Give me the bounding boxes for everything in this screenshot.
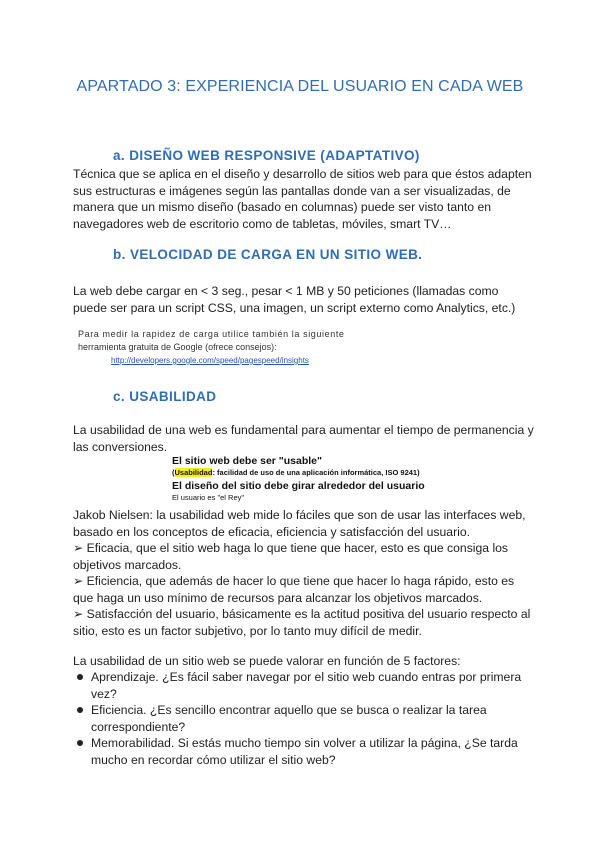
heading-load-speed: b. VELOCIDAD DE CARGA EN UN SITIO WEB.	[113, 247, 423, 262]
list-item: Eficiencia. ¿Es sencillo encontrar aquello que se busca o realizar la tarea correspondiente?	[73, 702, 535, 735]
usability-image-line1: El sitio web debe ser "usable"	[172, 455, 323, 467]
list-item: Memorabilidad. Si estás mucho tiempo sin volver a utilizar la página, ¿Se tarda mucho en recordar cómo utilizar el sitio web?	[73, 735, 535, 768]
usability-image-line4: El usuario es "el Rey"	[172, 493, 245, 502]
pagespeed-note-line1: Para medir la rapidez de carga utilice también la siguiente	[78, 329, 345, 339]
paragraph-eficiencia: ➢ Eficiencia, que además de hacer lo que tiene que hacer lo haga rápido, esto es que haga un uso mínimo de recursos para alcanzar los objetivos marcados.	[73, 574, 515, 605]
usability-image-line3: El diseño del sitio debe girar alrededor del usuario	[172, 480, 425, 492]
bullet-icon	[77, 740, 83, 746]
paragraph-load-speed: La web debe cargar en < 3 seg., pesar < 1 MB y 50 peticiones (llamadas como puede ser para un script CSS, una imagen, un script externo como Analytics, etc.)	[73, 284, 516, 315]
paragraph-usability-intro: La usabilidad de una web es fundamental para aumentar el tiempo de permanencia y las conversiones.	[73, 423, 534, 454]
bullet-icon	[77, 674, 83, 680]
heading-usability: c. USABILIDAD	[113, 389, 217, 404]
factors-list	[73, 669, 535, 769]
paragraph-responsive-design: Técnica que se aplica en el diseño y desarrollo de sitios web para que éstos adapten sus estructuras e imágenes según las pantallas donde van a ser visualizadas, de manera que un mismo diseño (basado en columnas) puede ser visto tanto en navegadores web de escritorio como de tabletas, móviles, smart TV…	[73, 167, 532, 231]
paragraph-nielsen: Jakob Nielsen: la usabilidad web mide lo fáciles que son de usar las interfaces web, basado en los conceptos de eficacia, eficiencia y satisfacción del usuario.	[73, 508, 526, 539]
paragraph-factors-intro: La usabilidad de un sitio web se puede valorar en función de 5 factores:	[73, 654, 461, 668]
list-item: Aprendizaje. ¿Es fácil saber navegar por el sitio web cuando entras por primera vez?	[73, 669, 535, 702]
heading-responsive-design: a. DISEÑO WEB RESPONSIVE (ADAPTATIVO)	[113, 148, 420, 163]
page-title: APARTADO 3: EXPERIENCIA DEL USUARIO EN CADA WEB	[76, 78, 524, 95]
paragraph-satisfaccion: ➢ Satisfacción del usuario, básicamente es la actitud positiva del usuario respecto al sitio, esto es un factor subjetivo, por lo tanto muy difícil de medir.	[73, 607, 531, 638]
pagespeed-link[interactable]: http://developers.google.com/speed/pagespeed/insights	[111, 356, 309, 365]
pagespeed-note-line2: herramienta gratuita de Google (ofrece consejos):	[78, 342, 277, 352]
usability-image-line2: (Usabilidad: facilidad de uso de una aplicación informática, ISO 9241)	[172, 468, 420, 477]
usability-highlight: Usabilidad	[174, 468, 213, 477]
paragraph-eficacia: ➢ Eficacia, que el sitio web haga lo que tiene que hacer, esto es que consiga los objetivos marcados.	[73, 541, 509, 572]
bullet-icon	[77, 707, 83, 713]
